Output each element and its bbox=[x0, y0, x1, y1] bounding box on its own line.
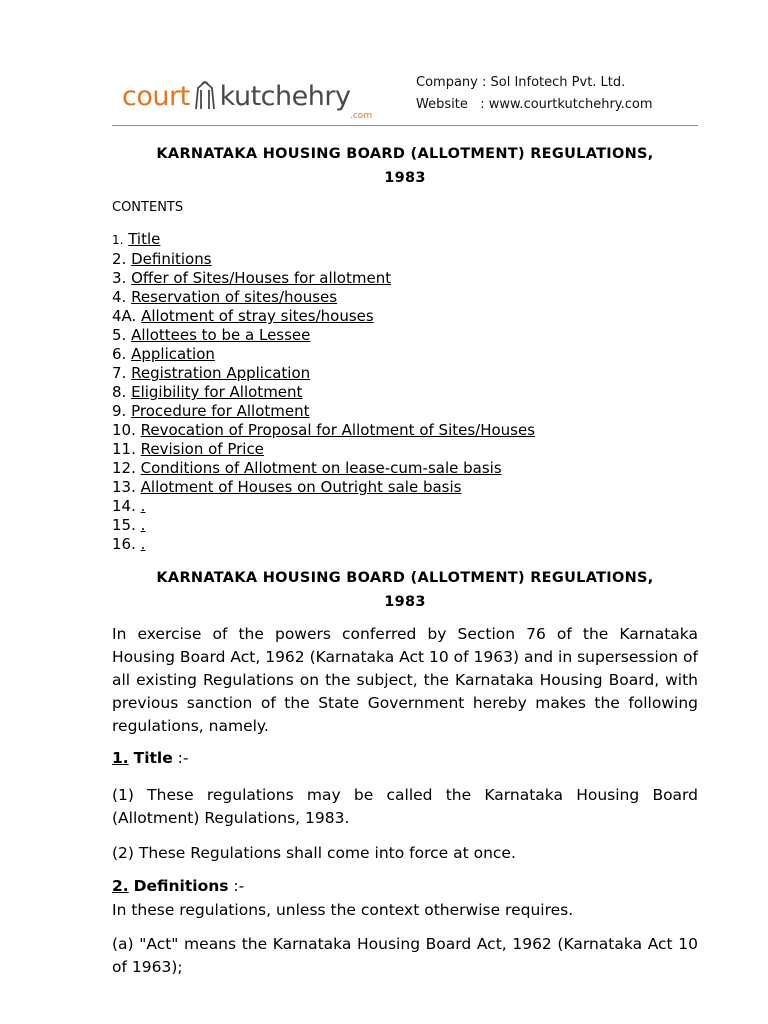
toc-link[interactable]: Title bbox=[128, 230, 161, 248]
toc-item bbox=[112, 440, 535, 459]
toc-number: 16. bbox=[112, 535, 136, 553]
section-number[interactable]: 1. bbox=[112, 749, 129, 767]
toc-number: 8. bbox=[112, 383, 127, 401]
toc-link[interactable]: Allotment of Houses on Outright sale basis bbox=[140, 478, 462, 496]
toc-item bbox=[112, 383, 535, 402]
section-1-clause-1: (1) These regulations may be called the Karnataka Housing Board (Allotment) Regulations, 1983. bbox=[112, 786, 698, 827]
toc-link[interactable]: Eligibility for Allotment bbox=[131, 383, 303, 401]
section-title: Title bbox=[133, 749, 173, 767]
toc-link[interactable]: Procedure for Allotment bbox=[131, 402, 310, 420]
toc-link[interactable]: Allottees to be a Lessee bbox=[131, 326, 311, 344]
toc-link[interactable]: Offer of Sites/Houses for allotment bbox=[131, 269, 392, 287]
logo-domain-suffix: .com bbox=[350, 111, 373, 121]
toc-number: 1. bbox=[112, 233, 124, 247]
courtkutchehry-logo[interactable] bbox=[122, 80, 350, 112]
toc-link[interactable]: . bbox=[140, 516, 146, 534]
toc-link[interactable]: Revocation of Proposal for Allotment of Sites/Houses bbox=[140, 421, 536, 439]
toc-link[interactable]: . bbox=[140, 497, 146, 515]
toc-item bbox=[112, 345, 535, 364]
toc-number: 10. bbox=[112, 421, 136, 439]
toc-number: 5. bbox=[112, 326, 127, 344]
section-1-clause-2: (2) These Regulations shall come into force at once. bbox=[112, 844, 516, 862]
toc-number: 9. bbox=[112, 402, 127, 420]
toc-link[interactable]: Application bbox=[131, 345, 215, 363]
toc-number: 6. bbox=[112, 345, 127, 363]
body-title-line1: KARNATAKA HOUSING BOARD (ALLOTMENT) REGULATIONS, bbox=[156, 570, 654, 586]
toc-number: 12. bbox=[112, 459, 136, 477]
toc-number: 7. bbox=[112, 364, 127, 382]
contents-label: CONTENTS bbox=[112, 200, 184, 215]
toc-link[interactable]: Allotment of stray sites/houses bbox=[141, 307, 374, 325]
section-title: Definitions bbox=[133, 877, 229, 895]
toc-item bbox=[112, 402, 535, 421]
toc-number: 14. bbox=[112, 497, 136, 515]
toc-number: 13. bbox=[112, 478, 136, 496]
section-2-intro: In these regulations, unless the context otherwise requires. bbox=[112, 901, 574, 919]
toc-link[interactable]: Registration Application bbox=[131, 364, 311, 382]
toc-item bbox=[112, 230, 535, 250]
toc-number: 4A. bbox=[112, 307, 137, 325]
toc-item bbox=[112, 497, 535, 516]
company-info bbox=[416, 72, 653, 116]
company-line: Company : Sol Infotech Pvt. Ltd. bbox=[416, 75, 626, 90]
toc-link[interactable]: Reservation of sites/houses bbox=[131, 288, 338, 306]
toc-link[interactable]: Definitions bbox=[131, 250, 212, 268]
toc-item bbox=[112, 326, 535, 345]
toc-item bbox=[112, 269, 535, 288]
section-suffix: :- bbox=[228, 877, 245, 895]
toc-item bbox=[112, 421, 535, 440]
body-title-line2: 1983 bbox=[384, 594, 426, 610]
toc-number: 11. bbox=[112, 440, 136, 458]
section-2-heading bbox=[112, 877, 244, 895]
preamble-paragraph: In exercise of the powers conferred by Section 76 of the Karnataka Housing Board Act, 1962 (Karnataka Act 10 of 1963) and in supersession of all existing Regulations on the subject, the Karnataka Housing Board, with previous sanction of the State Government hereby makes the following regulations, namely. bbox=[112, 625, 698, 735]
toc-link[interactable]: . bbox=[140, 535, 146, 553]
page-header bbox=[112, 62, 698, 126]
toc-item bbox=[112, 364, 535, 383]
gavel-figure-icon bbox=[192, 80, 218, 110]
toc-item bbox=[112, 459, 535, 478]
document-title bbox=[112, 142, 698, 190]
website-line: Website : www.courtkutchehry.com bbox=[416, 97, 653, 112]
toc-number: 2. bbox=[112, 250, 127, 268]
body-title bbox=[112, 566, 698, 614]
toc-item bbox=[112, 516, 535, 535]
document-title-line2: 1983 bbox=[384, 170, 426, 186]
table-of-contents bbox=[112, 230, 535, 554]
toc-link[interactable]: Revision of Price bbox=[140, 440, 264, 458]
toc-link[interactable]: Conditions of Allotment on lease-cum-sale basis bbox=[140, 459, 502, 477]
toc-item bbox=[112, 250, 535, 269]
section-number[interactable]: 2. bbox=[112, 877, 129, 895]
document-title-line1: KARNATAKA HOUSING BOARD (ALLOTMENT) REGULATIONS, bbox=[156, 146, 654, 162]
toc-item bbox=[112, 288, 535, 307]
toc-number: 4. bbox=[112, 288, 127, 306]
section-1-heading bbox=[112, 749, 189, 767]
logo-court-text: court bbox=[122, 81, 190, 112]
toc-item bbox=[112, 307, 535, 326]
section-2-clause-a: (a) "Act" means the Karnataka Housing Board Act, 1962 (Karnataka Act 10 of 1963); bbox=[112, 935, 698, 976]
toc-item bbox=[112, 478, 535, 497]
logo-kutchehry-text: kutchehry bbox=[219, 81, 351, 112]
header-divider bbox=[112, 125, 698, 126]
section-suffix: :- bbox=[172, 749, 189, 767]
toc-number: 3. bbox=[112, 269, 127, 287]
toc-item bbox=[112, 535, 535, 554]
toc-number: 15. bbox=[112, 516, 136, 534]
